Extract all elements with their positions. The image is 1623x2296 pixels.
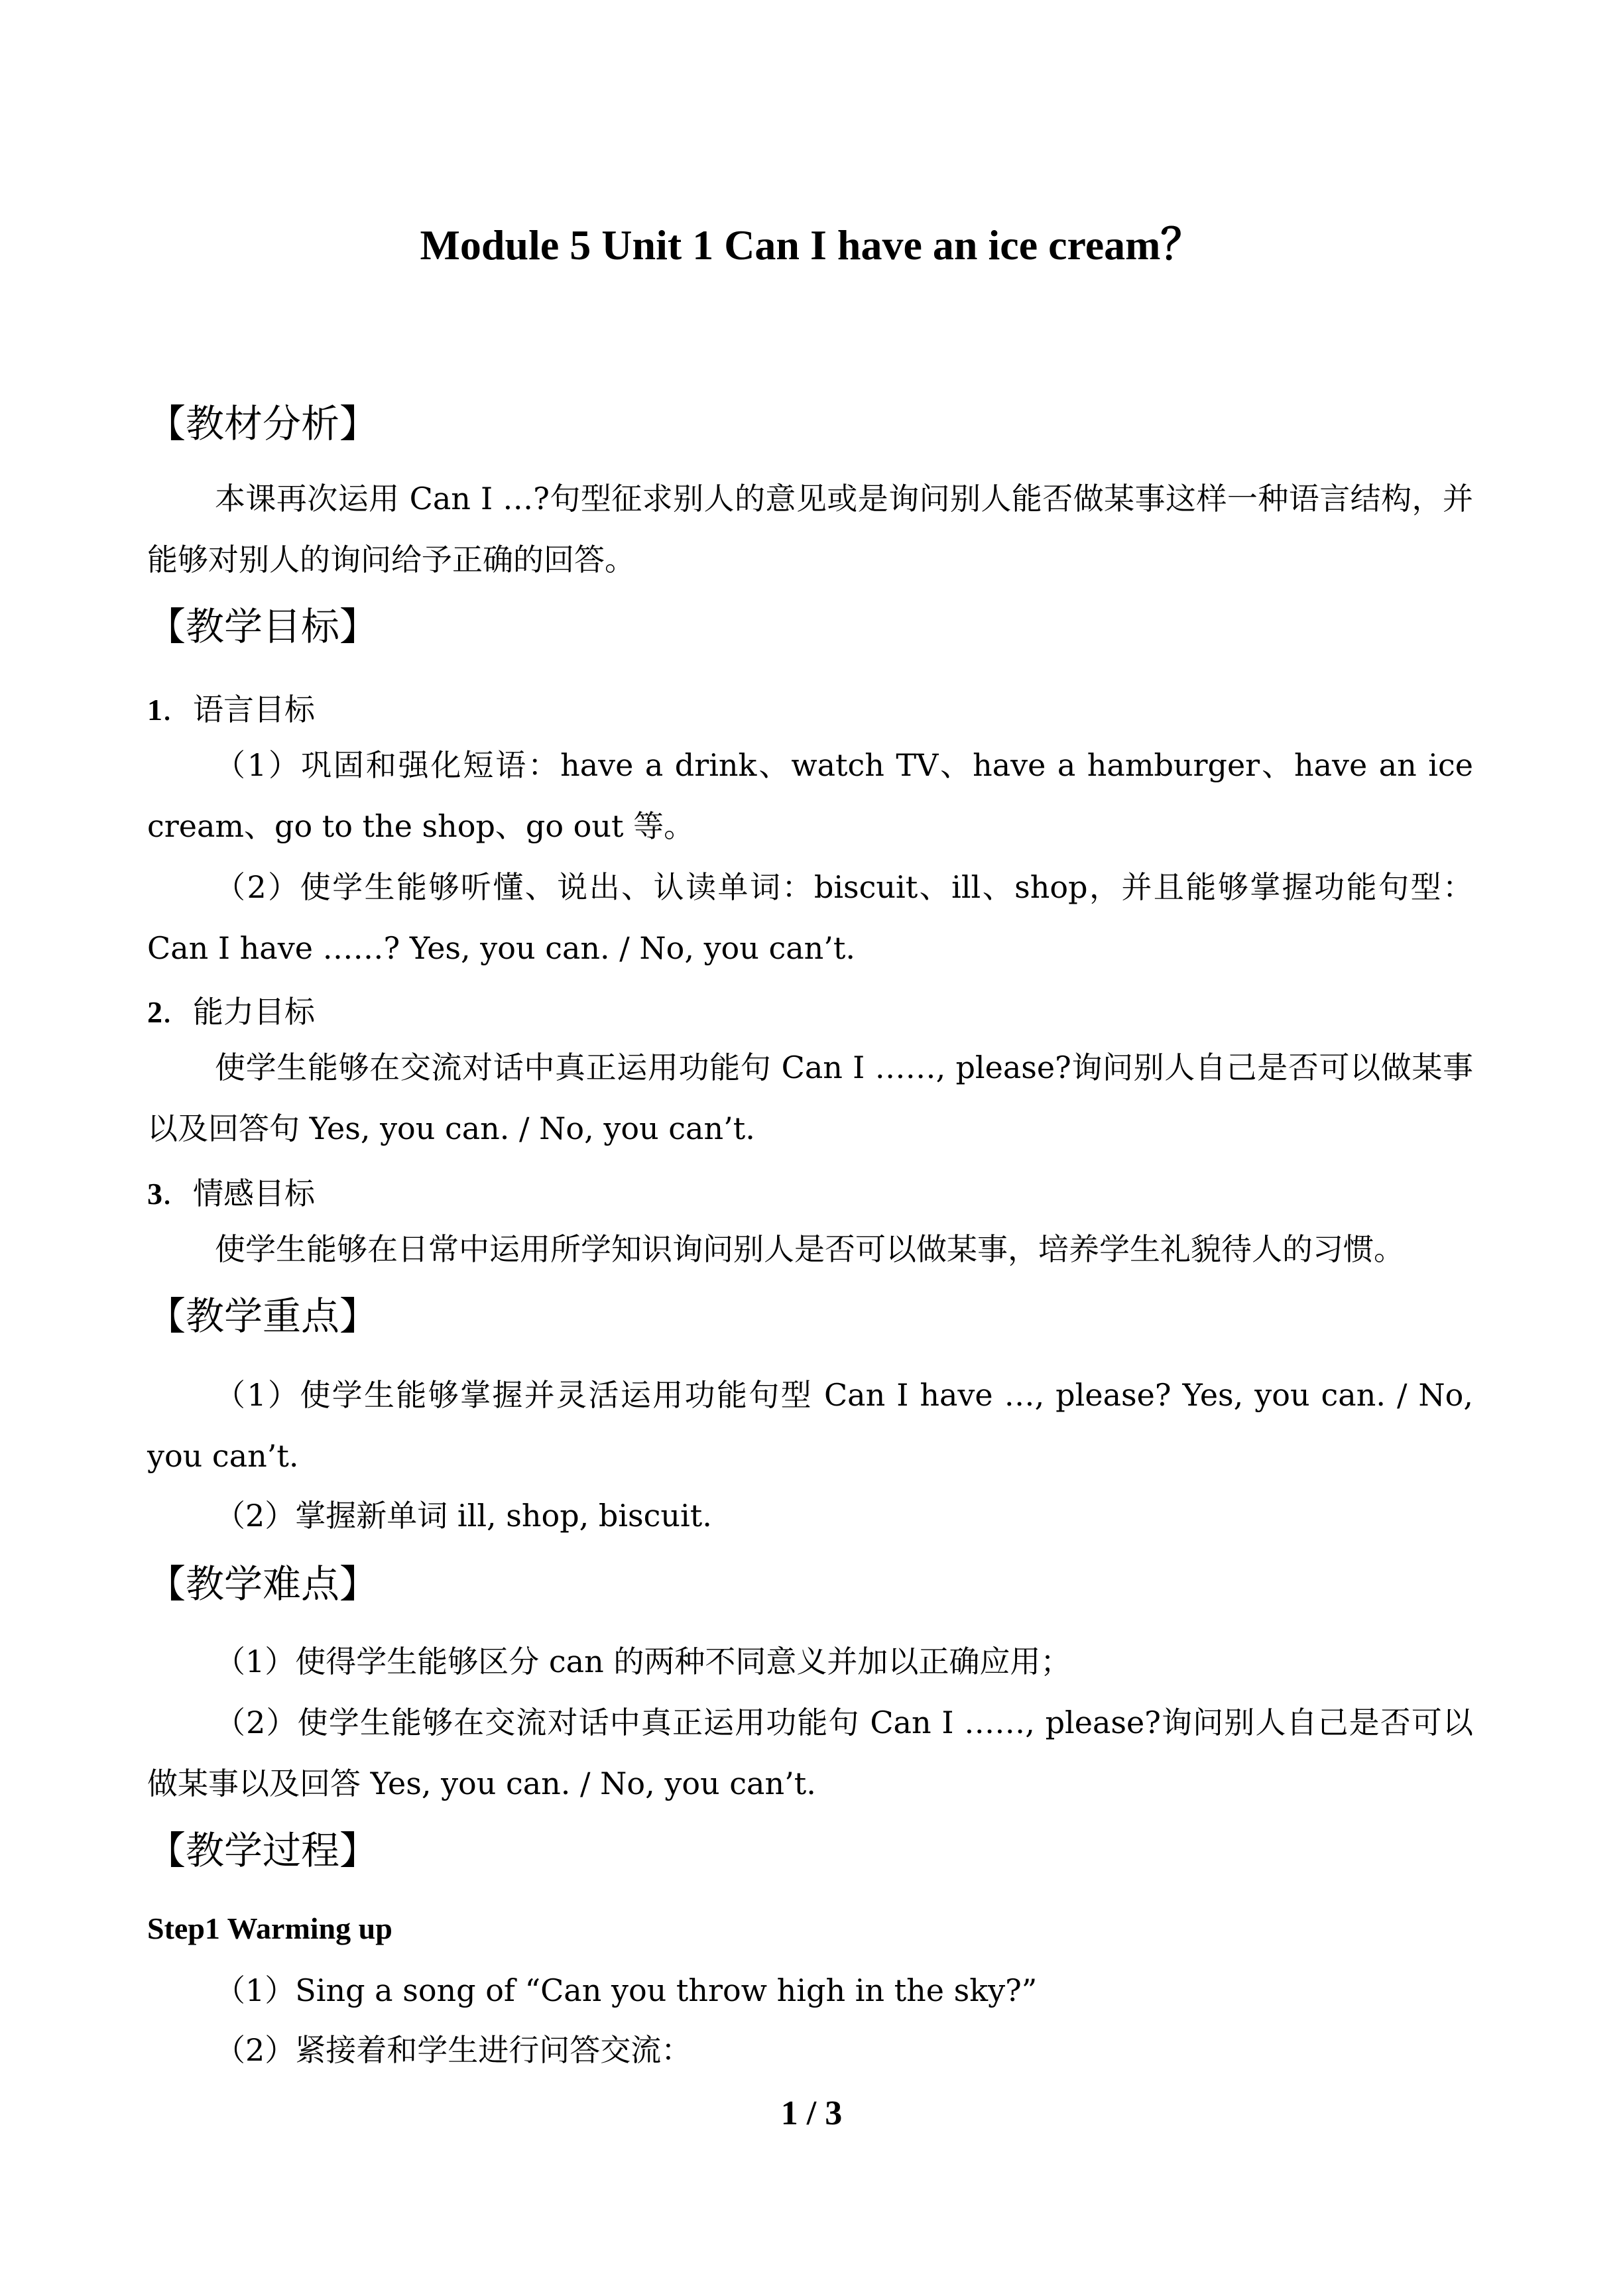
- objective-2-title: 2．能力目标: [147, 994, 315, 1030]
- difficulties-paragraph-2: （2）使学生能够在交流对话中真正运用功能句 Can I ……, please?询问别人自己是否可以做某事以及回答 Yes, you can. / No, you can’t.: [147, 1705, 1473, 1801]
- section-heading-objectives: 【教学目标】: [147, 604, 379, 649]
- step-1-heading: Step1 Warming up: [147, 1911, 392, 1945]
- objective-2-paragraph: 使学生能够在交流对话中真正运用功能句 Can I ……, please?询问别人自己是否可以做某事以及回答句 Yes, you can. / No, you can’t.: [147, 1050, 1473, 1146]
- difficulties-paragraph-1: （1）使得学生能够区分 can 的两种不同意义并加以正确应用；: [215, 1644, 1071, 1679]
- objective-3-title: 3．情感目标: [147, 1176, 315, 1211]
- section-heading-difficulties: 【教学难点】: [147, 1561, 379, 1606]
- key-points-paragraph-1: （1）使学生能够掌握并灵活运用功能句型 Can I have …, please? Yes, you can. / No, you can’t.: [147, 1377, 1473, 1474]
- objective-3-number: 3: [147, 1177, 162, 1211]
- objective-1-paragraph-2: （2）使学生能够听懂、说出、认读单词：biscuit、ill、shop，并且能够掌握功能句型：Can I have ……? Yes, you can. / No, you can’t.: [147, 869, 1473, 966]
- objective-1-title: 1．语言目标: [147, 692, 315, 727]
- objective-2-number: 2: [147, 995, 162, 1029]
- section-heading-process: 【教学过程】: [147, 1828, 379, 1873]
- objective-3-paragraph: 使学生能够在日常中运用所学知识询问别人是否可以做某事，培养学生礼貌待人的习惯。: [215, 1231, 1404, 1267]
- objective-1-paragraph-1: （1）巩固和强化短语：have a drink、watch TV、have a hamburger、have an ice cream、go to the shop、go out 等。: [147, 747, 1473, 844]
- page-number: 1 / 3: [780, 2094, 843, 2132]
- objective-1-number: 1: [147, 693, 162, 727]
- section-heading-analysis: 【教材分析】: [147, 401, 379, 446]
- process-paragraph-1: （1）Sing a song of “Can you throw high in the sky?”: [215, 1972, 1038, 2008]
- analysis-paragraph: 本课再次运用 Can I …?句型征求别人的意见或是询问别人能否做某事这样一种语言结构，并能够对别人的询问给予正确的回答。: [147, 481, 1473, 577]
- process-paragraph-2: （2）紧接着和学生进行问答交流：: [215, 2032, 692, 2068]
- key-points-paragraph-2: （2）掌握新单词 ill, shop, biscuit.: [215, 1498, 712, 1534]
- section-heading-key-points: 【教学重点】: [147, 1294, 379, 1339]
- document-title: Module 5 Unit 1 Can I have an ice cream？: [420, 221, 1203, 269]
